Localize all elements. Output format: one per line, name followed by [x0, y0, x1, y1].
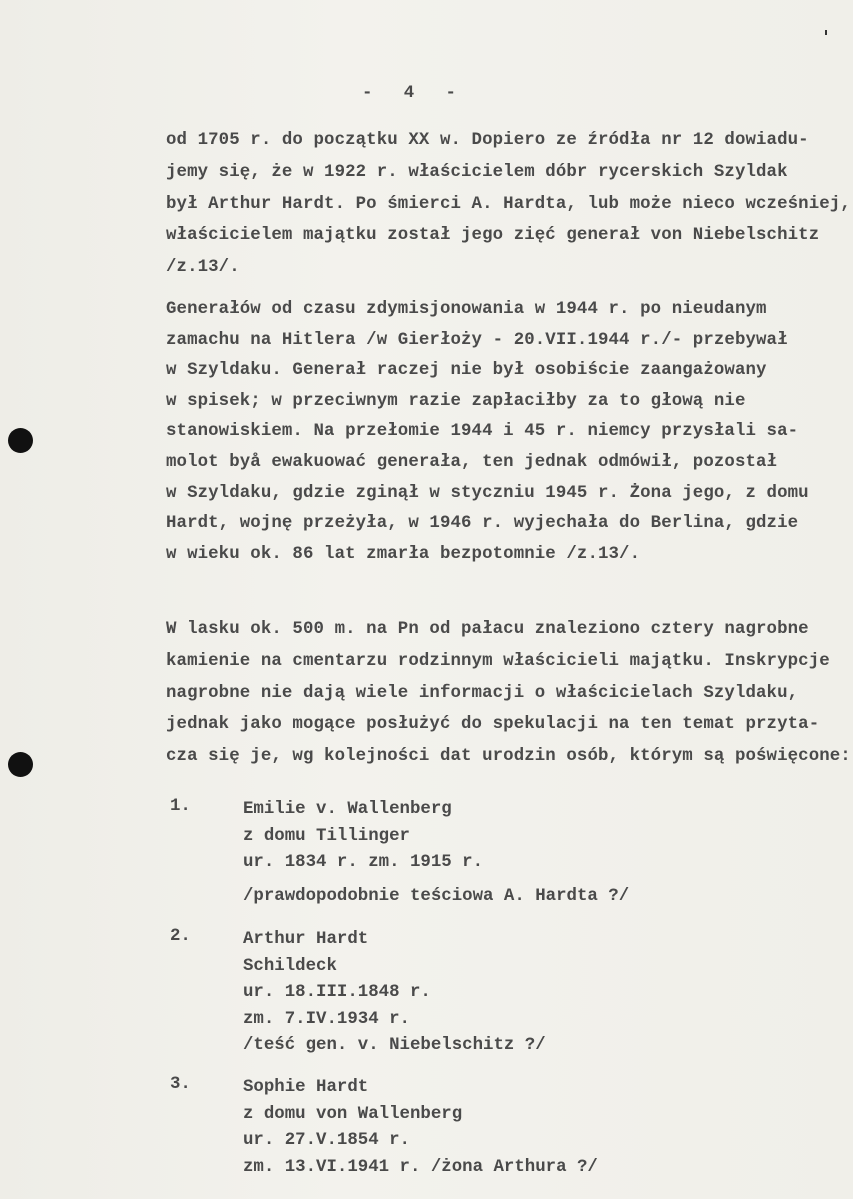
text-line: jednak jako mogące posłużyć do spekulacji na ten temat przyta-: [166, 715, 820, 735]
list-line: z domu von Wallenberg: [243, 1104, 463, 1124]
list-line: Arthur Hardt: [243, 930, 369, 949]
list-line: Schildeck: [243, 956, 337, 976]
list-line: zm. 7.IV.1934 r.: [243, 1009, 410, 1029]
page-number: - 4 -: [362, 84, 456, 103]
text-line: w wieku ok. 86 lat zmarła bezpotomnie /z.13/.: [166, 544, 641, 564]
list-line: /prawdopodobnie teściowa A. Hardta ?/: [243, 886, 630, 906]
text-line: w Szyldaku. Generał raczej nie był osobiście zaangażowany: [166, 361, 767, 381]
list-number: 3.: [170, 1075, 191, 1094]
list-number: 1.: [170, 797, 191, 816]
list-lines: [243, 1075, 598, 1181]
text-line: kamienie na cmentarzu rodzinnym właścicieli majątku. Inskrypcje: [166, 651, 830, 671]
paragraph-1: [166, 125, 851, 284]
list-line: ur. 27.V.1854 r.: [243, 1131, 410, 1150]
text-line: jemy się, że w 1922 r. właścicielem dóbr rycerskich Szyldak: [166, 162, 788, 182]
list-lines: [243, 797, 629, 910]
list-line: zm. 13.VI.1941 r. /żona Arthura ?/: [243, 1157, 598, 1177]
punch-hole: [8, 752, 33, 777]
list-line: /teść gen. v. Niebelschitz ?/: [243, 1036, 546, 1055]
list-number: 2.: [170, 927, 191, 946]
list-line: ur. 1834 r. zm. 1915 r.: [243, 853, 484, 872]
text-line: /z.13/.: [166, 258, 240, 278]
text-line: w Szyldaku, gdzie zginął w styczniu 1945 r. Żona jego, z domu: [166, 483, 809, 503]
text-line: zamachu na Hitlera /w Gierłoży - 20.VII.1944 r./- przebywał: [166, 330, 788, 350]
text-line: nagrobne nie dają wiele informacji o właścicielach Szyldaku,: [166, 683, 799, 703]
text-line: od 1705 r. do początku XX w. Dopiero ze źródła nr 12 dowiadu-: [166, 131, 809, 150]
text-line: stanowiskiem. Na przełomie 1944 i 45 r. niemcy przysłali sa-: [166, 422, 799, 442]
text-line: był Arthur Hardt. Po śmierci A. Hardta, lub może nieco wcześniej,: [166, 194, 851, 214]
text-line: Hardt, wojnę przeżyła, w 1946 r. wyjechała do Berlina, gdzie: [166, 514, 799, 534]
paragraph-2: [166, 295, 809, 570]
text-line: W lasku ok. 500 m. na Pn od pałacu znaleziono cztery nagrobne: [166, 620, 809, 639]
list-line: Emilie v. Wallenberg: [243, 800, 452, 819]
text-line: właścicielem majątku został jego zięć generał von Niebelschitz: [166, 226, 820, 246]
list-line: Sophie Hardt: [243, 1078, 369, 1097]
text-line: molot byå ewakuować generała, ten jednak odmówił, pozostał: [166, 452, 778, 472]
text-line: Generałów od czasu zdymisjonowania w 1944 r. po nieudanym: [166, 300, 767, 319]
list-line: ur. 18.III.1848 r.: [243, 983, 431, 1002]
list-lines: [243, 927, 546, 1060]
text-line: w spisek; w przeciwnym razie zapłaciłby za to głową nie: [166, 391, 746, 411]
mark: [825, 30, 827, 35]
punch-hole: [8, 428, 33, 453]
paragraph-3: [166, 614, 851, 773]
list-line: z domu Tillinger: [243, 826, 410, 846]
text-line: cza się je, wg kolejności dat urodzin osób, którym są poświęcone:: [166, 747, 851, 767]
